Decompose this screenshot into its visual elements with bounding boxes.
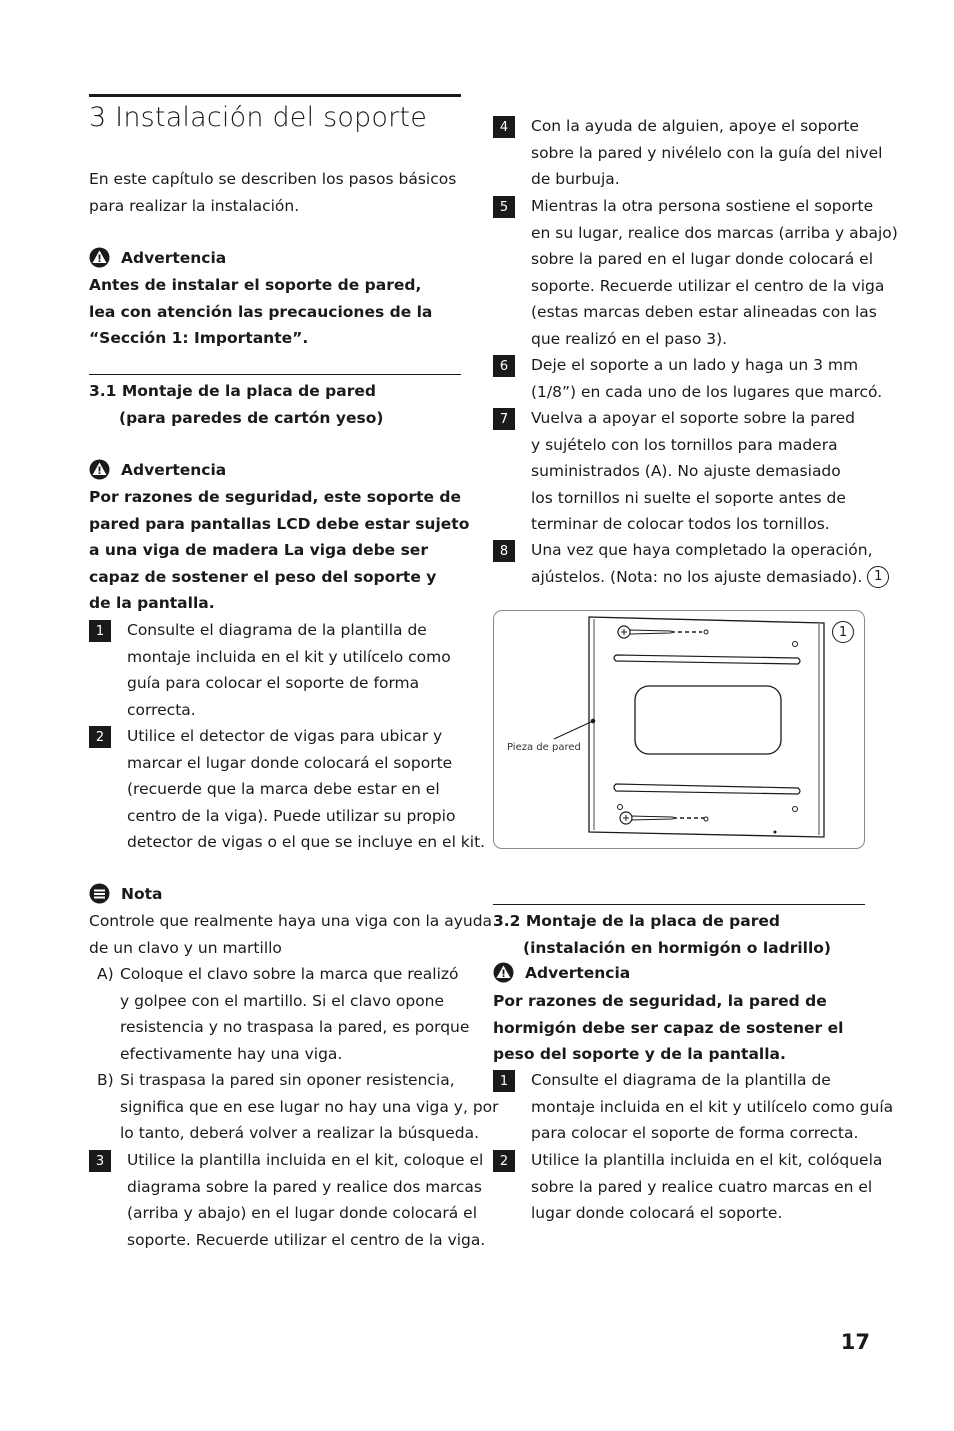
step-text: Utilice el detector de vigas para ubicar y marcar el lugar donde colocará el soporte (recuerde que la marca debe estar en el centro de la viga). Puede utilizar su propio detector de vigas o el que se incluye en el kit. bbox=[127, 727, 486, 851]
warning-text-3: Por razones de seguridad, la pared de hormigón debe ser capaz de sostener el peso del soporte y de la pantalla. bbox=[493, 992, 844, 1063]
figure-label: Pieza de pared bbox=[507, 742, 581, 753]
title-rule bbox=[89, 94, 461, 97]
page-number: 17 bbox=[840, 1330, 870, 1354]
warning-heading-3: Advertencia bbox=[493, 962, 630, 983]
step-number: 1 bbox=[493, 1070, 515, 1092]
warning-icon bbox=[493, 962, 514, 983]
step-text: Mientras la otra persona sostiene el soporte en su lugar, realice dos marcas (arriba y abajo) sobre la pared en el lugar donde colocará el soporte. Recuerde utilizar el centro de la viga (estas marcas deben estar alineadas con las que realizó en el paso 3). bbox=[531, 197, 898, 348]
section-heading-3-2: 3.2 Montaje de la placa de pared (instalación en hormigón o ladrillo) bbox=[493, 912, 832, 957]
step-text: Con la ayuda de alguien, apoye el soporte sobre la pared y nivélelo con la guía del nivel de burbuja. bbox=[531, 117, 883, 188]
step-text: Consulte el diagrama de la plantilla de montaje incluida en el kit y utilícelo como guía para colocar el soporte de forma correcta. bbox=[127, 621, 451, 719]
note-icon bbox=[89, 883, 110, 904]
step-number: 7 bbox=[493, 408, 515, 430]
step-number: 2 bbox=[493, 1150, 515, 1172]
section-heading-3-1: 3.1 Montaje de la placa de pared (para paredes de cartón yeso) bbox=[89, 382, 384, 427]
warning-icon bbox=[89, 459, 110, 480]
step-number: 5 bbox=[493, 196, 515, 218]
step-number: 1 bbox=[89, 620, 111, 642]
wall-plate-diagram bbox=[493, 610, 865, 849]
warning-text-2: Por razones de seguridad, este soporte de pared para pantallas LCD debe estar sujeto a una viga de madera La viga debe ser capaz de sostener el peso del soporte y de la pantalla. bbox=[89, 488, 470, 612]
note-heading: Nota bbox=[89, 883, 163, 904]
figure-number: 1 bbox=[832, 621, 854, 643]
warning-text-1: Antes de instalar el soporte de pared, lea con atención las precauciones de la “Sección 1: Importante”. bbox=[89, 276, 433, 347]
step-number: 4 bbox=[493, 116, 515, 138]
warning-heading-2: Advertencia bbox=[89, 459, 226, 480]
step-text: Utilice la plantilla incluida en el kit, coloque el diagrama sobre la pared y realice dos marcas (arriba y abajo) en el lugar donde colocará el soporte. Recuerde utilizar el centro de la viga. bbox=[127, 1151, 486, 1249]
step-text: Deje el soporte a un lado y haga un 3 mm (1/8”) en cada uno de los lugares que marcó. bbox=[531, 356, 883, 401]
step-text: Utilice la plantilla incluida en el kit, colóquela sobre la pared y realice cuatro marcas en el lugar donde colocará el soporte. bbox=[531, 1151, 883, 1222]
section-divider bbox=[493, 904, 865, 905]
intro-paragraph: En este capítulo se describen los pasos básicos para realizar la instalación. bbox=[89, 170, 457, 215]
step-number: 3 bbox=[89, 1150, 111, 1172]
step-number: 2 bbox=[89, 726, 111, 748]
step-number: 6 bbox=[493, 355, 515, 377]
section-divider bbox=[89, 374, 461, 375]
step-text: Consulte el diagrama de la plantilla de montaje incluida en el kit y utilícelo como guía para colocar el soporte de forma correcta. bbox=[531, 1071, 894, 1142]
note-text: Controle que realmente haya una viga con la ayuda de un clavo y un martillo bbox=[89, 912, 493, 957]
callout-number: 1 bbox=[867, 566, 889, 588]
page-title: 3 Instalación del soporte bbox=[89, 102, 428, 133]
warning-icon bbox=[89, 247, 110, 268]
step-number: 8 bbox=[493, 540, 515, 562]
warning-heading-1: Advertencia bbox=[89, 247, 226, 268]
step-text: Vuelva a apoyar el soporte sobre la pared y sujételo con los tornillos para madera suministrados (A). No ajuste demasiado los tornillos ni suelte el soporte antes de terminar de colocar todos los tornillos. bbox=[531, 409, 855, 533]
wall-plate-illustration bbox=[494, 611, 864, 848]
step-text: Una vez que haya completado la operación, ajústelos. (Nota: no los ajuste demasiado). 1 bbox=[531, 537, 889, 590]
